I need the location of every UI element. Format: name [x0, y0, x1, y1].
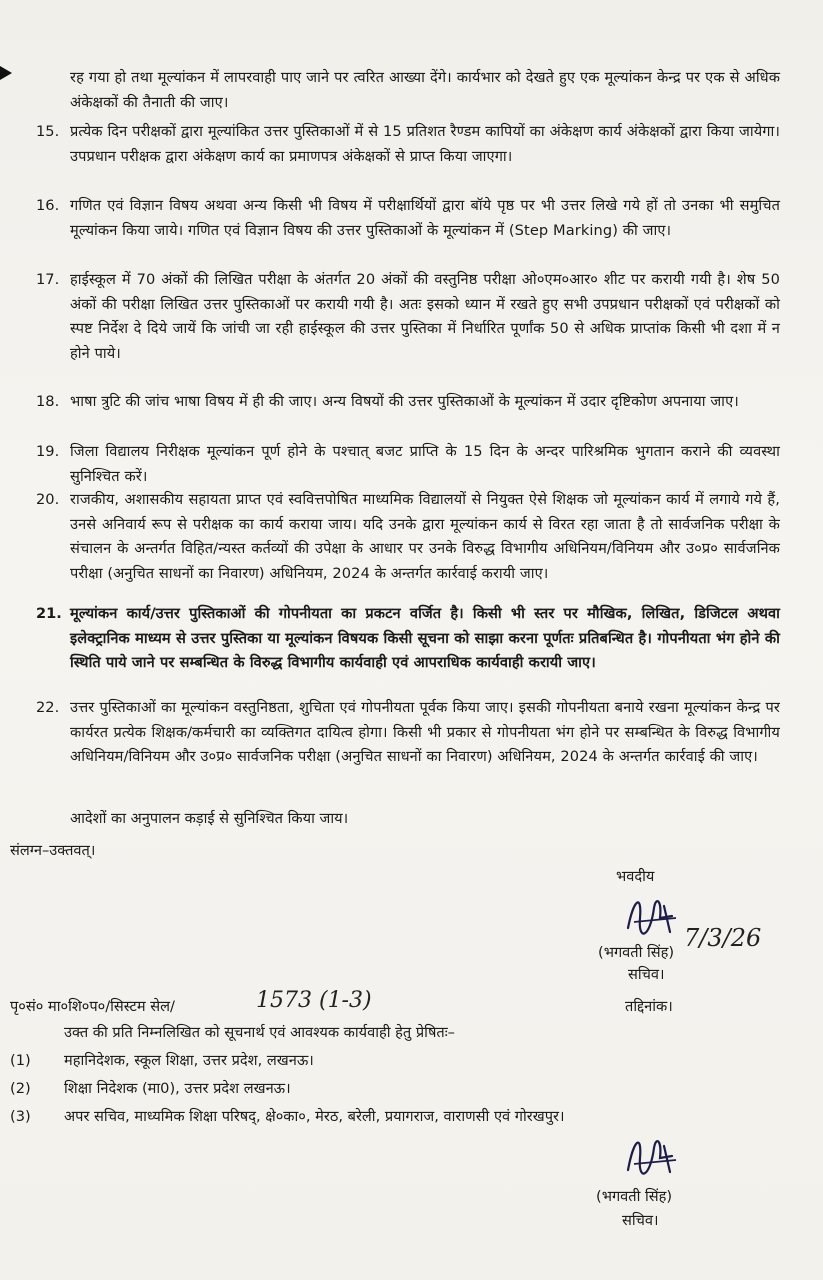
item-text: हाईस्कूल में 70 अंकों की लिखित परीक्षा के अंतर्गत 20 अंकों की वस्तुनिष्ठ परीक्षा ओ०एम०आर० शीट पर करायी गयी है। शेष 50 अंकों की परीक्षा लिखित उत्तर पुस्तिकाओं पर करायी गयी है। अतः इसको ध्यान में रखते हुए सभी उपप्रधान परीक्षकों एवं परीक्षकों को स्पष्ट निर्देश दे दिये जायें कि जांची जा रही हाईस्कूल की उत्तर पुस्तिका में निर्धारित पूर्णांक 50 से अधिक प्राप्तांक किसी भी दशा में न होने पाये।	[70, 271, 780, 362]
item-number: 19.	[36, 443, 60, 460]
item-number: 16.	[36, 197, 60, 214]
compliance-line: आदेशों का अनुपालन कड़ाई से सुनिश्चित किया जाय।	[70, 810, 349, 827]
recipient-number: (3)	[10, 1108, 31, 1125]
recipient-number: (2)	[10, 1080, 31, 1097]
item-number: 20.	[36, 491, 60, 508]
signatory-designation: सचिव।	[628, 966, 665, 983]
item-text: गणित एवं विज्ञान विषय अथवा अन्य किसी भी विषय में परीक्षार्थियों द्वारा बॉये पृष्ठ पर भी उत्तर लिखे गये हों तो उनका भी समुचित मूल्यांकन किया जाये। गणित एवं विज्ञान विषय की उत्तर पुस्तिकाओं के मूल्यांकन में (Step Marking) की जाए।	[70, 197, 780, 239]
item-number: 22.	[36, 699, 60, 716]
handwritten-signature	[620, 888, 690, 948]
item-text: भाषा त्रुटि की जांच भाषा विषय में ही की जाए। अन्य विषयों की उत्तर पुस्तिकाओं के मूल्यांकन में उदार दृष्टिकोण अपनाया जाए।	[70, 393, 739, 410]
item-text: प्रत्येक दिन परीक्षकों द्वारा मूल्यांकित उत्तर पुस्तिकाओं में से 15 प्रतिशत रैण्डम कापियों का अंकेक्षण कार्य अंकेक्षकों द्वारा किया जायेगा। उपप्रधान परीक्षक द्वारा अंकेक्षण कार्य का प्रमाणपत्र अंकेक्षकों से प्राप्त किया जाएगा।	[70, 123, 780, 165]
same-date-label: तद्दिनांक।	[625, 998, 673, 1015]
item-text: राजकीय, अशासकीय सहायता प्राप्त एवं स्ववित्तपोषित माध्यमिक विद्यालयों से नियुक्त ऐसे शिक्षक जो मूल्यांकन कार्य में लगाये गये हैं, उनसे अनिवार्य रूप से परीक्षक का कार्य कराया जाय। यदि उनके द्वारा मूल्यांकन कार्य से विरत रहा जाता है तो सार्वजनिक परीक्षा के संचालन के अन्तर्गत विहित/न्यस्त कर्तव्यों की उपेक्षा के आधार पर उनके विरुद्ध विभागीय अधिनियम/विनियम और उ०प्र० सार्वजनिक परीक्षा (अनुचित साधनों का निवारण) अधिनियम, 2024 के अन्तर्गत कार्रवाई करायी जाए।	[70, 491, 780, 582]
recipient-text: अपर सचिव, माध्यमिक शिक्षा परिषद्, क्षे०का०, मेरठ, बरेली, प्रयागराज, वाराणसी एवं गोरखपुर।	[64, 1108, 565, 1125]
item-number: 18.	[36, 393, 60, 410]
signed-date: 7/3/26	[684, 924, 762, 952]
item-number: 21.	[36, 605, 62, 622]
copy-forwarding-intro: उक्त की प्रति निम्नलिखित को सूचनार्थ एवं आवश्यक कार्यवाही हेतु प्रेषितः–	[64, 1024, 455, 1041]
item-text: उत्तर पुस्तिकाओं का मूल्यांकन वस्तुनिष्ठता, शुचिता एवं गोपनीयता पूर्वक किया जाए। इसकी गोपनीयता बनाये रखना मूल्यांकन केन्द्र पर कार्यरत प्रत्येक शिक्षक/कर्मचारी का व्यक्तिगत दायित्व होगा। किसी भी प्रकार से गोपनीयता भंग होने पर सम्बन्धित के विरुद्ध विभागीय अधिनियम/विनियम और उ०प्र० सार्वजनिक परीक्षा (अनुचित साधनों का निवारण) अधिनियम, 2024 के अन्तर्गत कार्रवाई की जाए।	[70, 699, 780, 765]
recipient-text: शिक्षा निदेशक (मा0), उत्तर प्रदेश लखनऊ।	[64, 1080, 291, 1097]
signatory-name: (भगवती सिंह)	[596, 1188, 673, 1205]
item-text: जिला विद्यालय निरीक्षक मूल्यांकन पूर्ण होने के पश्चात् बजट प्राप्ति के 15 दिन के अन्दर पारिश्रमिक भुगतान कराने की व्यवस्था सुनिश्चित करें।	[70, 443, 780, 485]
intro-paragraph: रह गया हो तथा मूल्यांकन में लापरवाही पाए जाने पर त्वरित आख्या देंगे। कार्यभार को देखते हुए एक मूल्यांकन केन्द्र पर एक से अधिक अंकेक्षकों की तैनाती की जाए।	[70, 69, 780, 111]
item-text-bold: मूल्यांकन कार्य/उत्तर पुस्तिकाओं की गोपनीयता का प्रकटन वर्जित है। किसी भी स्तर पर मौखिक, लिखित, डिजिटल अथवा इलेक्ट्रानिक माध्यम से उत्तर पुस्तिका या मूल्यांकन विषयक किसी सूचना को साझा करना पूर्णतः प्रतिबन्धित है। गोपनीयता भंग होने की स्थिति पाये जाने पर सम्बन्धित के विरुद्ध विभागीय कार्यवाही एवं आपराधिक कार्यवाही करायी जाए।	[70, 605, 780, 671]
enclosure-line: संलग्न–उक्तवत्।	[10, 842, 96, 859]
signatory-designation: सचिव।	[622, 1212, 659, 1229]
margin-arrow-mark	[0, 66, 12, 80]
handwritten-signature	[618, 1126, 688, 1186]
reference-prefix: पृ०सं० मा०शि०प०/सिस्टम सेल/	[10, 998, 175, 1015]
item-number: 15.	[36, 123, 60, 140]
handwritten-ref-number: 1573 (1-3)	[256, 988, 372, 1013]
recipient-number: (1)	[10, 1052, 31, 1069]
recipient-text: महानिदेशक, स्कूल शिक्षा, उत्तर प्रदेश, लखनऊ।	[64, 1052, 314, 1069]
closing-bhavdiya: भवदीय	[616, 868, 655, 885]
item-number: 17.	[36, 271, 60, 288]
signatory-name: (भगवती सिंह)	[598, 944, 675, 961]
